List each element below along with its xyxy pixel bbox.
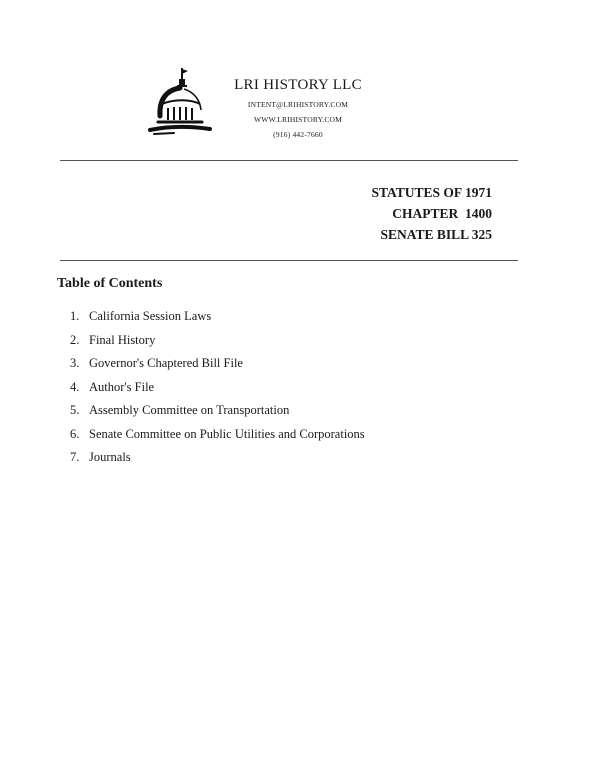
statute-year: STATUTES OF 1971 (371, 185, 492, 200)
toc-item-label: Author's File (89, 379, 155, 394)
capitol-dome-icon (144, 66, 214, 138)
toc-title: Table of Contents (57, 276, 163, 291)
toc-item-number: 2. (70, 332, 80, 347)
toc-item (70, 331, 365, 355)
statute-chapter: CHAPTER 1400 (392, 206, 492, 221)
statute-bill: SENATE BILL 325 (380, 227, 492, 242)
toc-item (70, 378, 365, 402)
toc-item-number: 7. (70, 450, 80, 464)
toc-item-number: 1. (70, 309, 80, 323)
company-name: LRI HISTORY LLC (234, 77, 362, 93)
contact-website: WWW.LRIHISTORY.COM (253, 115, 343, 124)
toc-item (70, 354, 365, 378)
section-divider (60, 260, 518, 261)
toc-item-number: 6. (70, 426, 80, 441)
toc-item-number: 3. (70, 356, 80, 370)
toc-list (70, 307, 365, 472)
toc-item-label: Senate Committee on Public Utilities and Corporations (89, 426, 365, 441)
toc-item-label: California Session Laws (89, 309, 212, 323)
toc-item-label: Final History (89, 332, 156, 347)
statute-block (371, 182, 492, 245)
toc-item (70, 307, 365, 331)
toc-item-label: Journals (89, 450, 131, 464)
toc-item-label: Governor's Chaptered Bill File (89, 356, 243, 370)
toc-item (70, 401, 365, 425)
toc-item-label: Assembly Committee on Transportation (89, 403, 290, 417)
contact-email: INTENT@LRIHISTORY.COM (247, 100, 349, 109)
toc-item (70, 448, 365, 472)
toc-item-number: 5. (70, 403, 80, 417)
header-divider (60, 160, 518, 161)
toc-item-number: 4. (70, 379, 80, 394)
contact-phone: (916) 442-7660 (273, 130, 323, 139)
toc-item (70, 425, 365, 449)
